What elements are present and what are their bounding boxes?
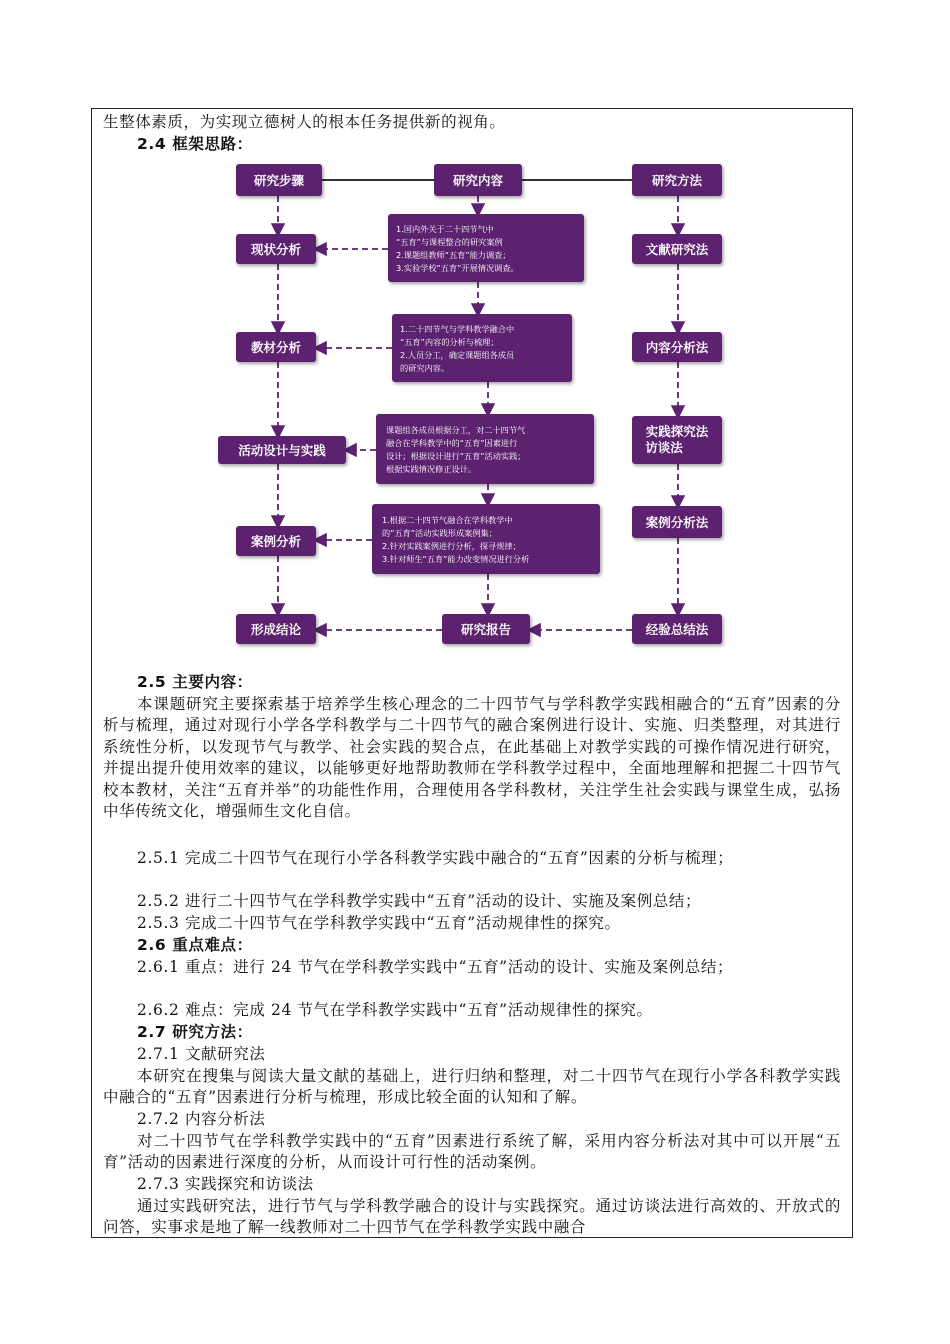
content-box-3-line: 课题组各成员根据分工，对二十四节气 [386, 425, 526, 435]
method-label: 案例分析法 [645, 515, 709, 530]
content-box-4-line: 2.针对实践案例进行分析，探寻规律； [382, 541, 521, 551]
content-box-1-line: 2.课题组教师“五育”能力调查； [396, 250, 511, 260]
section-2-4-heading: 2.4 框架思路： [137, 135, 253, 153]
method-label: 研究方法 [651, 173, 703, 188]
content-header-label: 研究内容 [452, 173, 504, 188]
method-2-title: 2.7.2 内容分析法 [137, 1110, 266, 1128]
step-label: 研究步骤 [253, 173, 305, 188]
content-box-4-line: 1.根据二十四节气融合在学科教学中 [382, 515, 513, 525]
step-label: 案例分析 [250, 534, 302, 549]
section-2-6-item-1: 2.6.1 重点：进行 24 节气在学科教学实践中“五育”活动的设计、实施及案例总结； [137, 958, 734, 976]
method-label: 实践探究法 [645, 424, 709, 439]
content-box-1-line: 3.实验学校“五育”开展情况调查。 [396, 263, 519, 273]
continuation-line: 生整体素质，为实现立德树人的根本任务提供新的视角。 [103, 113, 506, 131]
method-1-paragraph: 本研究在搜集与阅读大量文献的基础上，进行归纳和整理，对二十四节气在现行小学各科教学实践中融合的“五育”因素进行分析与梳理，形成比较全面的认知和了解。 [103, 1067, 841, 1107]
section-2-5-item-3: 2.5.3 完成二十四节气在学科教学实践中“五育”活动规律性的探究。 [137, 914, 621, 932]
content-box-1-line: 1.国内外关于二十四节气中 [396, 224, 494, 234]
content-box-4-line: 的“五育”活动实践形成案例集； [382, 528, 497, 538]
content-box-3-line: 融合在学科教学中的“五育”因素进行 [386, 438, 518, 448]
framework-diagram [212, 152, 752, 650]
section-2-5-paragraph: 本课题研究主要探索基于培养学生核心理念的二十四节气与学科教学实践相融合的“五育”因素的分析与梳理，通过对现行小学各学科教学与二十四节气的融合案例进行设计、实施、归类整理，对其进行系统性分析，以发现节气与教学、社会实践的契合点，在此基础上对教学实践的可操作情况进行研究，并提出提升使用效率的建议，以能够更好地帮助教师在学科教学过程中，全面地理解和把握二十四节气校本教材，关注“五育并举”的功能性作用，合理使用各学科教材，关注学生社会实践与课堂生成，弘扬中华传统文化，增强师生文化自信。 [103, 695, 841, 821]
section-2-5-item-1: 2.5.1 完成二十四节气在现行小学各科教学实践中融合的“五育”因素的分析与梳理； [137, 849, 734, 867]
section-2-6-heading: 2.6 重点难点： [137, 936, 253, 954]
content-box-2-line: 1.二十四节气与学科教学融合中 [400, 324, 515, 334]
step-label: 形成结论 [250, 622, 302, 637]
content-box-2-line: 2.人员分工，确定课题组各成员 [400, 350, 515, 360]
method-2-paragraph: 对二十四节气在学科教学实践中的“五育”因素进行系统了解，采用内容分析法对其中可以开展“五育”活动的因素进行深度的分析，从而设计可行性的活动案例。 [103, 1132, 841, 1172]
section-2-7-heading: 2.7 研究方法： [137, 1023, 253, 1041]
step-label: 教材分析 [250, 340, 302, 355]
method-3-title: 2.7.3 实践探究和访谈法 [137, 1175, 314, 1193]
method-label: 访谈法 [645, 440, 683, 455]
content-box-4-line: 3.针对师生“五育”能力改变情况进行分析 [382, 554, 530, 564]
content-box-3-line: 根据实践情况修正设计。 [386, 464, 477, 474]
section-2-5-item-2: 2.5.2 进行二十四节气在学科教学实践中“五育”活动的设计、实施及案例总结； [137, 892, 702, 910]
content-box-1-line: “五育”与课程整合的研究案例 [396, 237, 503, 247]
content-box-3-line: 设计；根据设计进行“五育”活动实践； [386, 451, 526, 461]
content-box-2-line: “五育”内容的分析与梳理； [400, 337, 499, 347]
section-2-6-item-2: 2.6.2 难点：完成 24 节气在学科教学实践中“五育”活动规律性的探究。 [137, 1001, 653, 1019]
method-label: 内容分析法 [645, 340, 709, 355]
method-3-paragraph: 通过实践研究法，进行节气与学科教学融合的设计与实践探究。通过访谈法进行高效的、开放式的问答，实事求是地了解一线教师对二十四节气在学科教学实践中融合 [103, 1197, 841, 1237]
step-label: 活动设计与实践 [238, 443, 326, 458]
report-label: 研究报告 [460, 622, 512, 637]
method-label: 文献研究法 [645, 242, 709, 257]
content-box-2-line: 的研究内容。 [400, 363, 450, 373]
section-2-5-heading: 2.5 主要内容： [137, 673, 253, 691]
step-label: 现状分析 [250, 242, 302, 257]
method-label: 经验总结法 [645, 622, 709, 637]
method-1-title: 2.7.1 文献研究法 [137, 1045, 266, 1063]
